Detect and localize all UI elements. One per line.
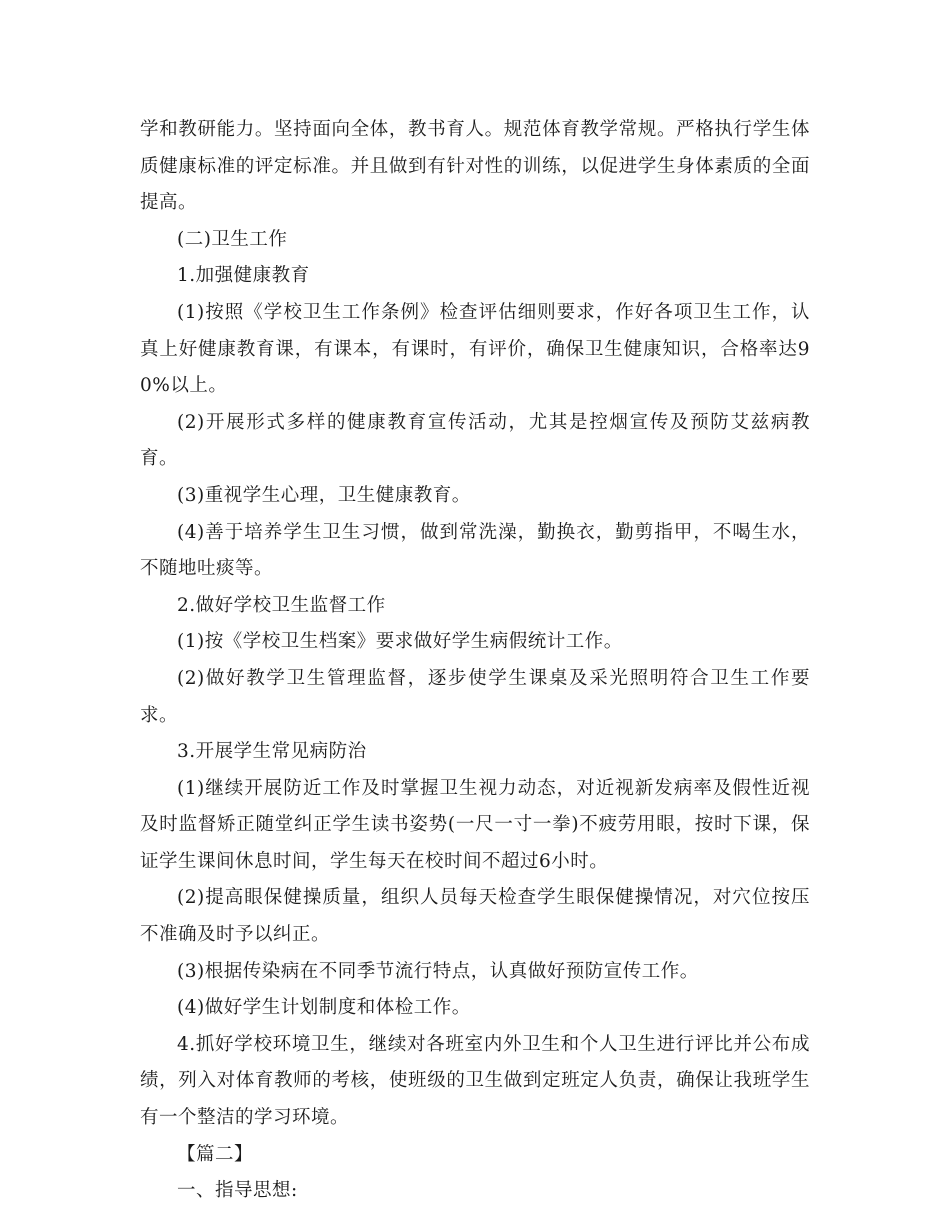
section-heading-hygiene: (二)卫生工作 [177,228,288,250]
paragraph-item: (2)做好教学卫生管理监督，逐步使学生课桌及采光照明符合卫生工作要求。 [140,667,810,726]
subheading-health-education: 1.加强健康教育 [177,265,310,287]
subheading-hygiene-supervision: 2.做好学校卫生监督工作 [177,594,386,616]
paragraph-item: (1)按《学校卫生档案》要求做好学生病假统计工作。 [177,631,623,653]
paragraph-item: (2)开展形式多样的健康教育宣传活动，尤其是控烟宣传及预防艾兹病教育。 [140,411,810,470]
section-marker-part-two: 【篇二】 [177,1143,254,1165]
paragraph-item: (4)做好学生计划制度和体检工作。 [177,997,471,1019]
paragraph-item: (4)善于培养学生卫生习惯，做到常洗澡，勤换衣，勤剪指甲，不喝生水，不随地吐痰等。 [140,521,810,580]
paragraph-item: (2)提高眼保健操质量，组织人员每天检查学生眼保健操情况，对穴位按压不准确及时予以纠正。 [140,887,810,946]
document-body [140,112,810,1210]
paragraph-item: (3)重视学生心理，卫生健康教育。 [177,484,471,506]
paragraph-item: (3)根据传染病在不同季节流行特点，认真做好预防宣传工作。 [177,960,699,982]
section-heading-guiding-ideology: 一、指导思想: [177,1180,298,1202]
paragraph-continuation: 学和教研能力。坚持面向全体，教书育人。规范体育教学常规。严格执行学生体质健康标准的评定标准。并且做到有针对性的训练，以促进学生身体素质的全面提高。 [140,119,810,214]
paragraph-environment-hygiene: 4.抓好学校环境卫生，继续对各班室内外卫生和个人卫生进行评比并公布成绩，列入对体育教师的考核，使班级的卫生做到定班定人负责，确保让我班学生有一个整洁的学习环境。 [140,1033,810,1129]
subheading-disease-prevention: 3.开展学生常见病防治 [177,741,367,763]
paragraph-item: (1)继续开展防近工作及时掌握卫生视力动态，对近视新发病率及假性近视及时监督矫正随堂纠正学生读书姿势(一尺一寸一拳)不疲劳用眼，按时下课，保证学生课间休息时间，学生每天在校时间不超过6小时。 [140,777,810,872]
paragraph-item: (1)按照《学校卫生工作条例》检查评估细则要求，作好各项卫生工作，认真上好健康教育课，有课本，有课时，有评价，确保卫生健康知识，合格率达90%以上。 [140,301,810,397]
